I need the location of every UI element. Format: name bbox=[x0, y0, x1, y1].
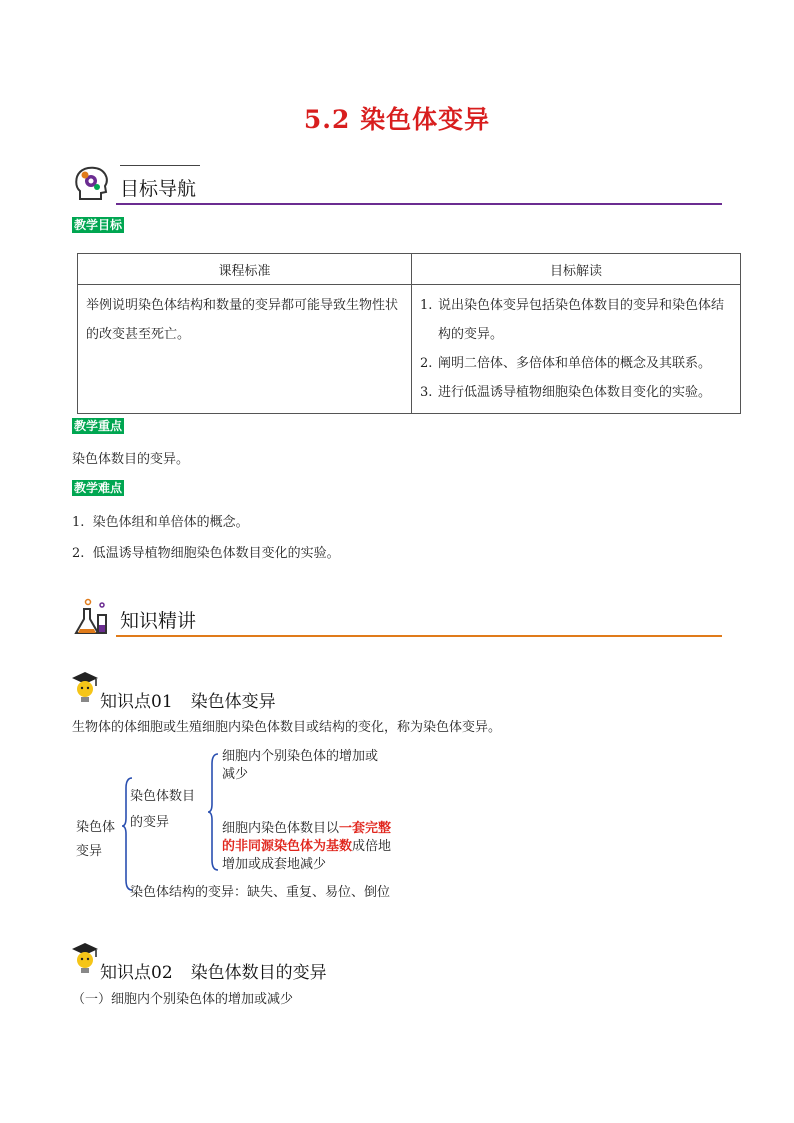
list-text: 阐明二倍体、多倍体和单倍体的概念及其联系。 bbox=[438, 356, 712, 371]
list-item bbox=[72, 511, 249, 530]
standard-text: 举例说明染色体结构和数量的变异都可能导致生物性状的改变甚至死亡。 bbox=[86, 298, 399, 342]
section-header-knowledge bbox=[72, 597, 722, 637]
diagram-highlight: 一套完整 bbox=[339, 821, 392, 836]
diagram-text: 细胞内个别染色体的增加或 bbox=[222, 749, 379, 764]
knowledge-point-title bbox=[100, 687, 276, 712]
knowledge-point-name: 染色体变异 bbox=[190, 692, 276, 712]
diagram-text: 的变异 bbox=[130, 815, 170, 830]
list-number: 2. bbox=[72, 546, 85, 561]
standard-cell bbox=[78, 285, 412, 414]
diagram-highlight: 的非同源染色体为基数 bbox=[222, 839, 353, 854]
section-header-goals bbox=[72, 165, 722, 205]
list-number: 1. bbox=[420, 298, 433, 313]
knowledge-point-label: 知识点01 bbox=[100, 692, 173, 712]
diagram-text: 变异 bbox=[76, 844, 103, 859]
diagram-text: 成倍地 bbox=[352, 839, 392, 854]
subheading: （一）细胞内个别染色体的增加或减少 bbox=[72, 992, 294, 1007]
tag-teaching-key: 教学重点 bbox=[74, 419, 123, 433]
knowledge-point-name: 染色体数目的变异 bbox=[190, 963, 327, 983]
diagram-root bbox=[76, 816, 115, 864]
list-item bbox=[420, 291, 732, 349]
key-text: 染色体数目的变异。 bbox=[72, 452, 190, 467]
section-title: 知识精讲 bbox=[120, 610, 197, 632]
section-rule bbox=[116, 203, 722, 205]
diagram-leaf-set bbox=[222, 820, 432, 874]
list-item bbox=[72, 542, 340, 561]
table-header: 课程标准 bbox=[78, 254, 412, 285]
list-number: 3. bbox=[420, 385, 433, 400]
list-number: 1. bbox=[72, 515, 85, 530]
head-gears-icon bbox=[72, 165, 112, 205]
list-text: 染色体组和单倍体的概念。 bbox=[92, 515, 249, 530]
graduate-bulb-icon bbox=[68, 941, 102, 975]
diagram-text: 减少 bbox=[222, 767, 249, 782]
diagram-text: 增加或成套地减少 bbox=[222, 857, 327, 872]
list-text: 进行低温诱导植物细胞染色体数目变化的实验。 bbox=[438, 385, 712, 400]
tag-teaching-goals: 教学目标 bbox=[74, 218, 123, 232]
tag-teaching-difficult: 教学难点 bbox=[74, 481, 123, 495]
list-item bbox=[420, 378, 732, 407]
diagram-branch-number bbox=[130, 784, 195, 836]
diagram-text: 细胞内染色体数目以 bbox=[222, 821, 340, 836]
diagram-text: 染色体数目 bbox=[130, 789, 196, 804]
goals-table bbox=[77, 253, 741, 414]
table-header: 目标解读 bbox=[412, 254, 741, 285]
section-title: 目标导航 bbox=[120, 178, 197, 200]
list-number: 2. bbox=[420, 356, 433, 371]
flask-icon bbox=[72, 597, 112, 637]
classification-diagram bbox=[76, 748, 436, 908]
diagram-leaf-individual bbox=[222, 748, 378, 784]
section-rule bbox=[116, 635, 722, 637]
definition-text: 生物体的体细胞或生殖细胞内染色体数目或结构的变化，称为染色体变异。 bbox=[72, 720, 502, 735]
diagram-text: 染色体 bbox=[76, 820, 116, 835]
section-top-line bbox=[120, 165, 200, 166]
knowledge-point-label: 知识点02 bbox=[100, 963, 173, 983]
knowledge-point-title bbox=[100, 958, 327, 983]
list-text: 说出染色体变异包括染色体数目的变异和染色体结构的变异。 bbox=[438, 298, 725, 342]
page-title: 5.2 染色体变异 bbox=[303, 105, 491, 134]
diagram-branch-structure: 染色体结构的变异：缺失、重复、易位、倒位 bbox=[130, 885, 391, 900]
interpretation-cell bbox=[412, 285, 741, 414]
list-item bbox=[420, 349, 732, 378]
list-text: 低温诱导植物细胞染色体数目变化的实验。 bbox=[92, 546, 340, 561]
graduate-bulb-icon bbox=[68, 670, 102, 704]
